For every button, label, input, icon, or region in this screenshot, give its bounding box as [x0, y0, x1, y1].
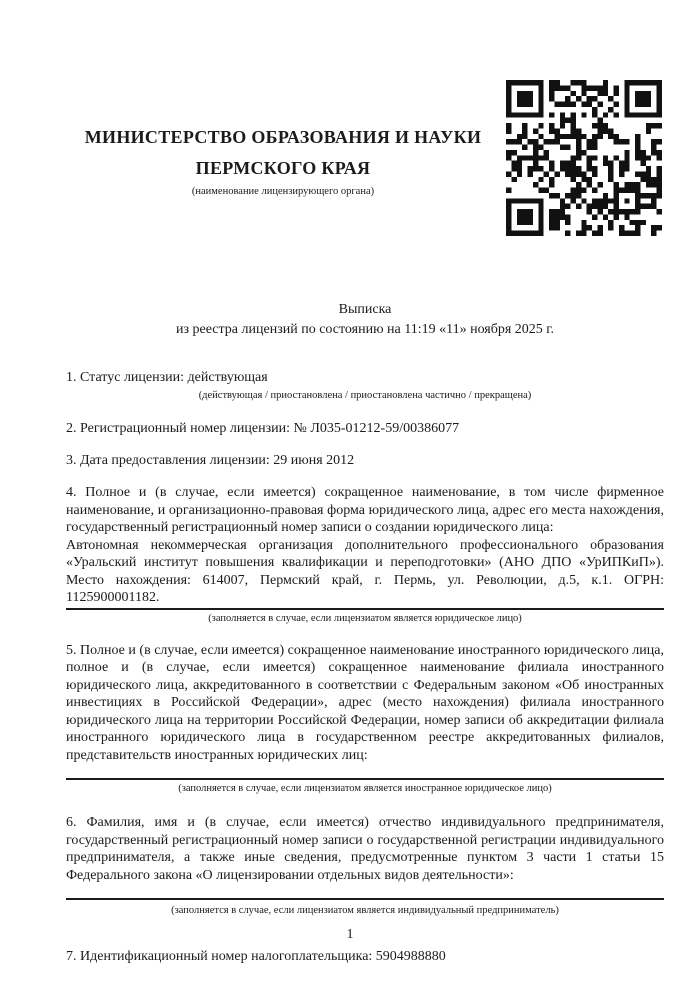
license-status-text: 1. Статус лицензии: действующая: [66, 370, 268, 385]
item-5-foreign-entity: [66, 642, 664, 796]
document-header: [66, 122, 500, 198]
legal-entity-note: (заполняется в случае, если лицензиатом является юридическое лицо): [208, 612, 522, 624]
taxpayer-number-text: 7. Идентификационный номер налогоплательщика: 5904988880: [66, 949, 446, 964]
license-status-options-note: (действующая / приостановлена / приостановлена частично / прекращена): [198, 390, 532, 401]
foreign-entity-note: (заполняется в случае, если лицензиатом является иностранное юридическое лицо): [178, 783, 552, 794]
registration-number-text: 2. Регистрационный номер лицензии: № Л035-01212-59/00386077: [66, 421, 460, 436]
fill-line: [66, 778, 664, 780]
item-2-registration-number: [66, 420, 664, 438]
entrepreneur-note: (заполняется в случае, если лицензиатом является индивидуальный предприниматель): [171, 905, 559, 916]
fill-line: [66, 898, 664, 900]
item-3-grant-date: [66, 452, 664, 470]
legal-entity-value: Автономная некоммерческая организация дополнительного профессионального образования «Уральский институт повышения квалификации и переподготовки» (АНО ДПО «УрИПКиП»). Место нахождения: 614007, Пермский край, г. Пермь, ул. Революции, д.5, к.1. ОГРН: 1125900001182.: [66, 537, 664, 605]
ministry-name-line2: ПЕРМСКОГО КРАЯ: [195, 158, 371, 178]
item-6-individual-entrepreneur: [66, 814, 664, 917]
page-number: 1: [346, 927, 354, 942]
legal-entity-label: 4. Полное и (в случае, если имеется) сокращенное наименование, в том числе фирменное наименование, и организационно-правовая форма юридического лица, адрес его места нахождения, государственный регистрационный номер записи о создании юридического лица:: [66, 485, 664, 535]
entrepreneur-label: 6. Фамилия, имя и (в случае, если имеется) отчество индивидуального предпринимателя, государственный регистрационный номер записи о государственной регистрации индивидуального предпринимателя, а также иные сведения, предусмотренные пунктом 3 части 1 статьи 15 Федерального закона «О лицензировании отдельных видов деятельности»:: [66, 815, 664, 883]
title-line2: из реестра лицензий по состоянию на 11:19 «11» ноября 2025 г.: [176, 322, 554, 337]
item-1-license-status: [66, 369, 664, 402]
item-7-taxpayer-number: [66, 948, 664, 966]
document-title: [66, 300, 664, 340]
authority-caption: (наименование лицензирующего органа): [191, 186, 375, 197]
foreign-entity-label: 5. Полное и (в случае, если имеется) сокращенное наименование иностранного юридического лица, полное и (в случае, если имеется) сокращенное наименование филиала иностранного юридического лица, аккредитованного в соответствии с Федеральным законом «Об иностранных инвестициях в Российской Федерации», адрес (место нахождения) филиала иностранного юридического лица на территории Российской Федерации, номер записи об аккредитации филиала иностранного юридического лица в государственном реестре аккредитованных филиалов, представительств иностранных юридических лиц:: [66, 642, 664, 763]
title-line1: Выписка: [338, 302, 392, 317]
grant-date-text: 3. Дата предоставления лицензии: 29 июня 2012: [66, 453, 355, 468]
licensing-authority-name: [66, 122, 500, 184]
item-4-legal-entity: [66, 484, 664, 625]
fill-line: [66, 608, 664, 610]
ministry-name-line1: МИНИСТЕРСТВО ОБРАЗОВАНИЯ И НАУКИ: [84, 127, 482, 147]
qr-code-icon: [506, 80, 662, 236]
